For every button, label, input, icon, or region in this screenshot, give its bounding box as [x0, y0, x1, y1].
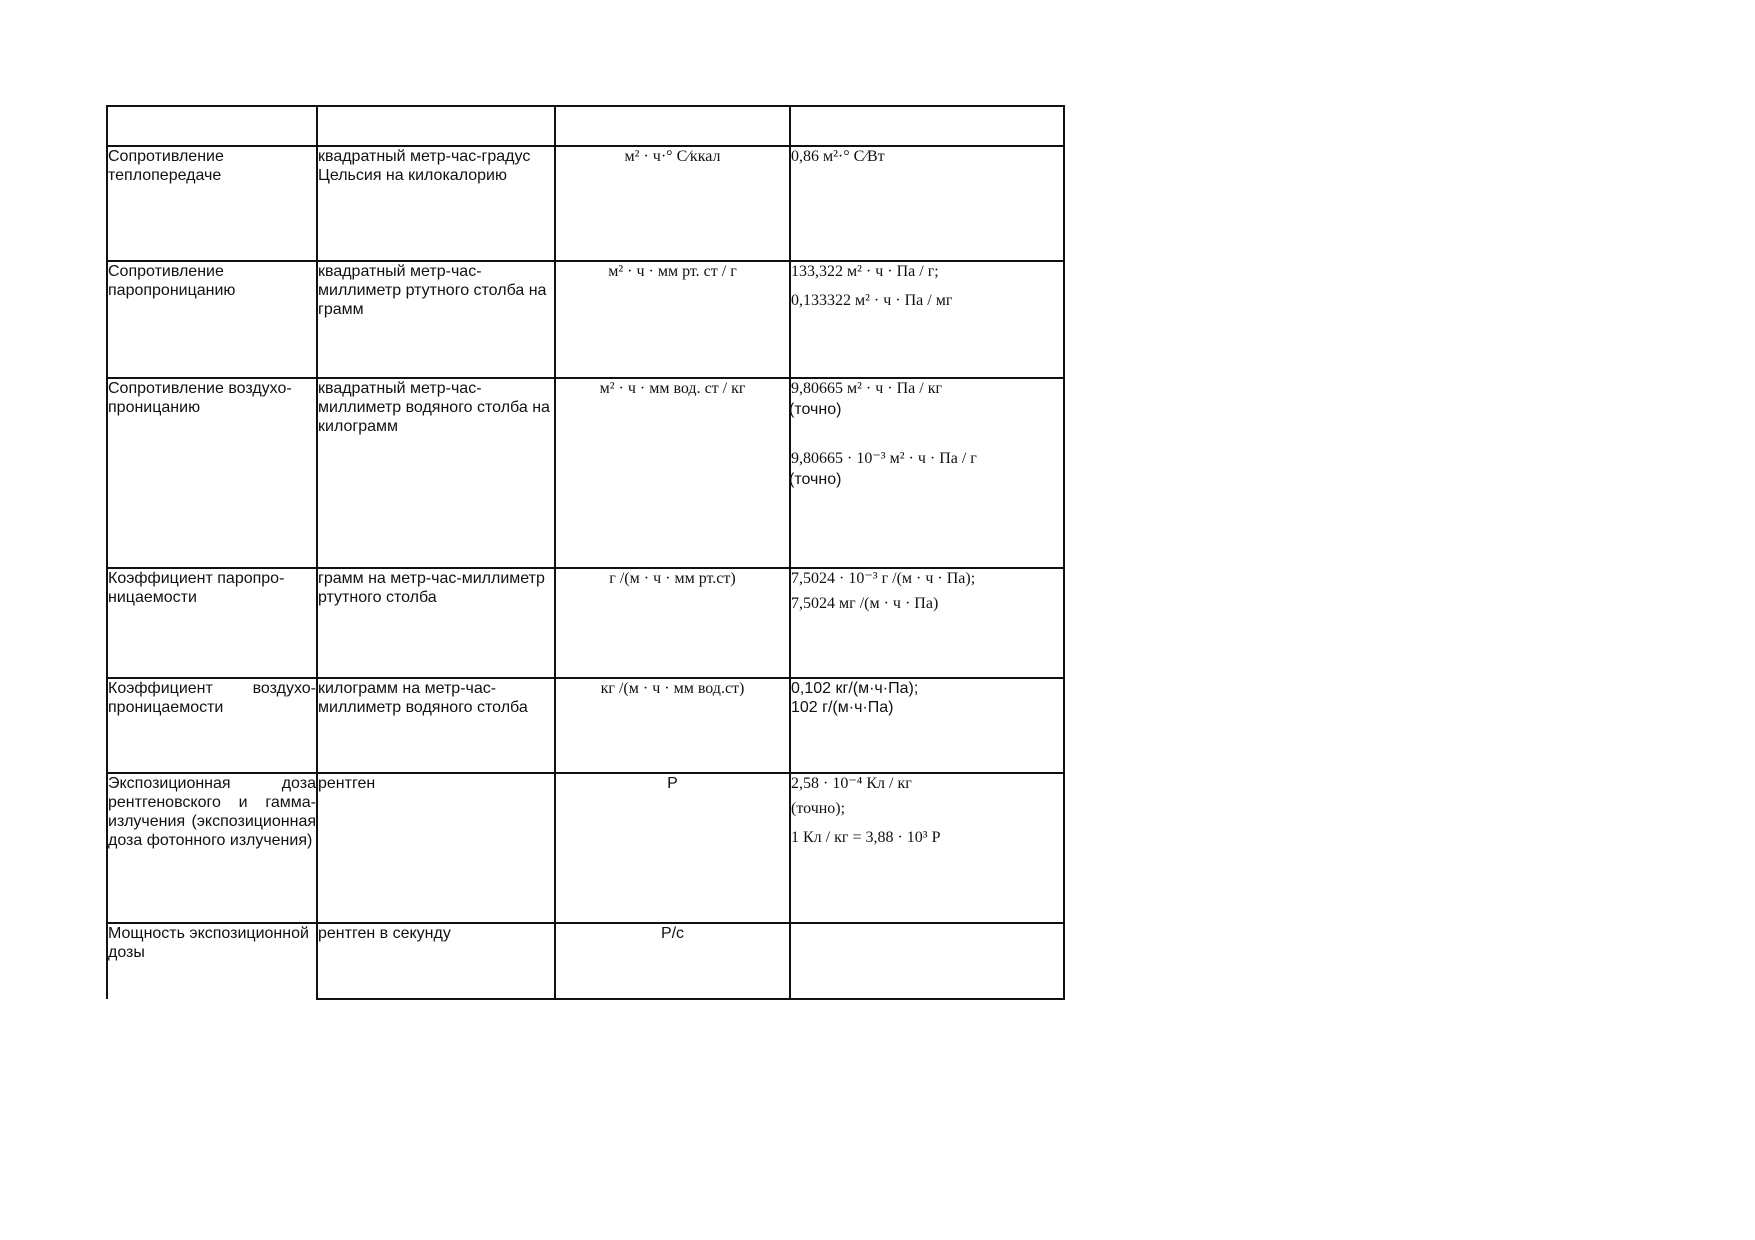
- unit-symbol-cell: м² · ч · мм вод. ст / кг: [555, 378, 790, 568]
- table-row: [107, 568, 1064, 678]
- table-row: [107, 146, 1064, 261]
- quantity-cell: Сопротивление теплопередаче: [107, 146, 317, 261]
- quantity-cell: Коэффициент паропро-ницаемости: [107, 568, 317, 678]
- si-value-line: 7,5024 мг /(м · ч · Па): [791, 595, 939, 612]
- unit-symbol-cell: кг /(м · ч · мм вод.ст): [555, 678, 790, 773]
- unit-name-cell: квадратный метр-час-миллиметр ртутного столба на грамм: [317, 261, 555, 378]
- unit-name-cell: квадратный метр-час-градус Цельсия на килокалорию: [317, 146, 555, 261]
- si-value-cell: [790, 261, 1064, 378]
- si-value-line: 9,80665 · 10⁻³ м² · ч · Па / г: [791, 450, 977, 467]
- spacer: [791, 419, 1063, 449]
- table-row: [107, 378, 1064, 568]
- table-row: [107, 261, 1064, 378]
- si-value-note: (точно): [789, 401, 842, 418]
- quantity-cell: Экспозиционная доза рентгеновского и гамма-излучения (экспозиционная доза фотонного излучения): [107, 773, 317, 923]
- unit-name-cell: квадратный метр-час-миллиметр водяного столба на килограмм: [317, 378, 555, 568]
- unit-name-cell: рентген в секунду: [317, 923, 555, 999]
- si-value-line: 0,102 кг/(м·ч·Па);: [791, 680, 919, 697]
- unit-symbol-cell: Р: [555, 773, 790, 923]
- unit-name-cell: [317, 106, 555, 146]
- unit-name-cell: килограмм на метр-час-миллиметр водяного столба: [317, 678, 555, 773]
- table-row: [107, 678, 1064, 773]
- unit-symbol-cell: м² · ч·° С⁄ккал: [555, 146, 790, 261]
- si-value-cell: [790, 106, 1064, 146]
- si-value-cell: [790, 773, 1064, 923]
- si-value-line: (точно);: [791, 800, 846, 817]
- unit-symbol-cell: г /(м · ч · мм рт.ст): [555, 568, 790, 678]
- quantity-cell: [107, 106, 317, 146]
- unit-symbol-cell: Р/с: [555, 923, 790, 999]
- unit-symbol-cell: [555, 106, 790, 146]
- si-value-line: 102 г/(м·ч·Па): [791, 699, 894, 716]
- si-value-line: 0,86 м²·° С⁄Вт: [791, 148, 885, 165]
- si-value-cell: [790, 678, 1064, 773]
- si-value-line: 2,58 · 10⁻⁴ Кл / кг: [791, 775, 912, 792]
- si-value-cell: [790, 923, 1064, 999]
- quantity-cell: Мощность экспозиционной дозы: [107, 923, 317, 999]
- unit-name-cell: рентген: [317, 773, 555, 923]
- si-value-line: 0,133322 м² · ч · Па / мг: [791, 292, 953, 309]
- si-value-note: (точно): [789, 471, 842, 488]
- table-row: [107, 773, 1064, 923]
- si-value-cell: [790, 378, 1064, 568]
- si-value-cell: [790, 146, 1064, 261]
- units-conversion-table: [106, 105, 1065, 1000]
- si-value-line: 133,322 м² · ч · Па / г;: [791, 263, 939, 280]
- quantity-cell: Сопротивление паропроницанию: [107, 261, 317, 378]
- table-row: [107, 106, 1064, 146]
- si-value-line: 7,5024 · 10⁻³ г /(м · ч · Па);: [791, 570, 976, 587]
- si-value-line: 9,80665 м² · ч · Па / кг: [791, 380, 943, 397]
- unit-name-cell: грамм на метр-час-миллиметр ртутного столба: [317, 568, 555, 678]
- si-value-cell: [790, 568, 1064, 678]
- quantity-cell: Коэффициент воздухо-проницаемости: [107, 678, 317, 773]
- si-value-line: 1 Кл / кг = 3,88 · 10³ Р: [791, 829, 941, 846]
- table-row: [107, 923, 1064, 999]
- quantity-cell: Сопротивление воздухо- проницанию: [107, 378, 317, 568]
- unit-symbol-cell: м² · ч · мм рт. ст / г: [555, 261, 790, 378]
